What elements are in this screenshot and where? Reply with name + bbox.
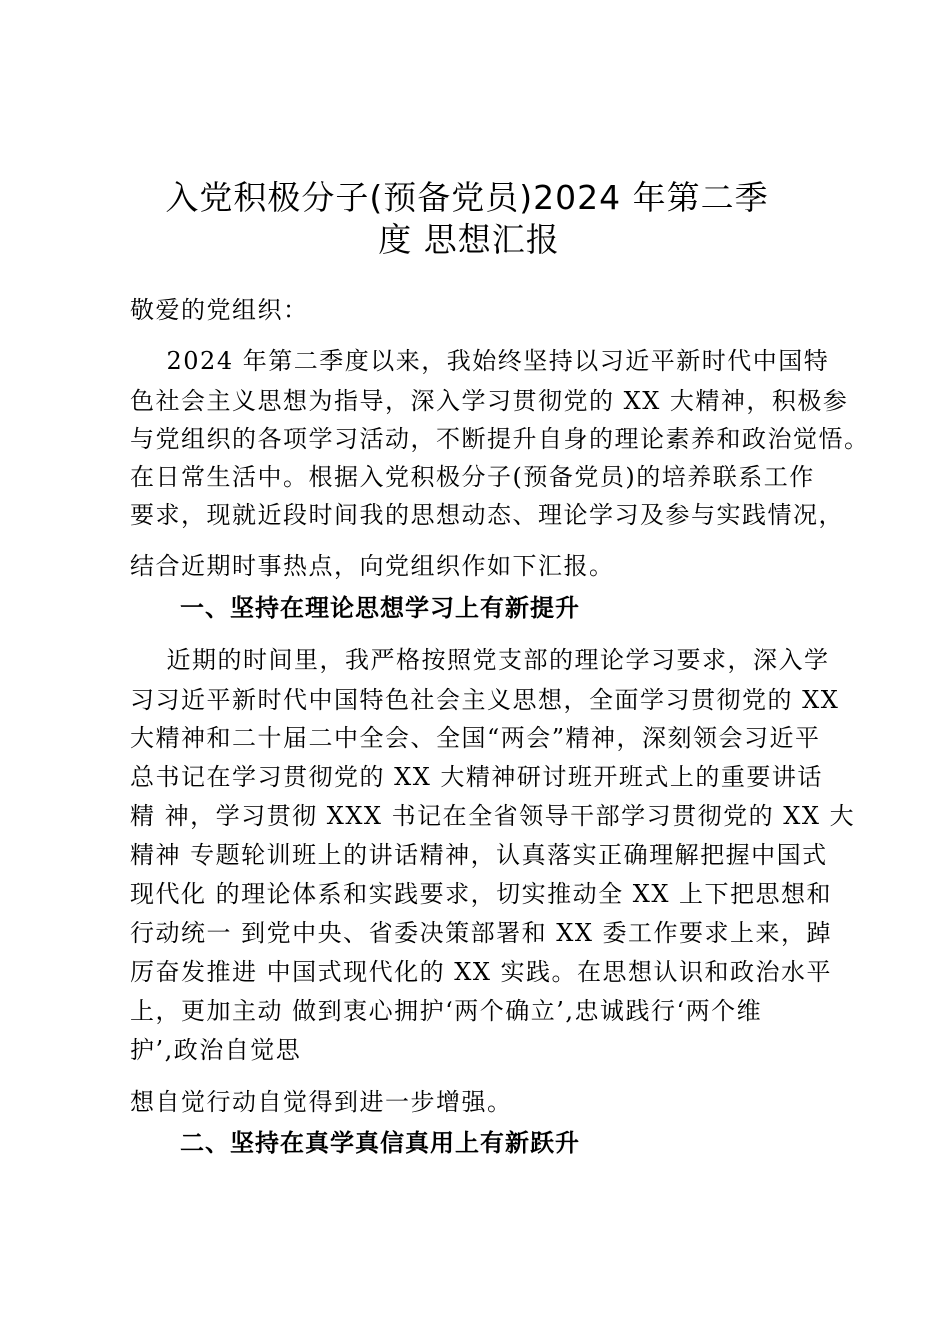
section1-line: 现代化 的理论体系和实践要求，切实推动全 XX 上下把思想和 [130, 880, 833, 908]
section1-line: 习习近平新时代中国特色社会主义思想，全面学习贯彻党的 XX [130, 686, 840, 714]
intro-line: 结合近期时事热点，向党组织作如下汇报。 [130, 552, 615, 580]
section1-line: 护’,政治自觉思 [130, 1036, 302, 1064]
section1-line: 想自觉行动自觉得到进一步增强。 [130, 1088, 513, 1116]
intro-line: 在日常生活中。根据入党积极分子(预备党员)的培养联系工作 [130, 463, 815, 491]
section1-line: 上，更加主动 做到衷心拥护‘两个确立’,忠诚践行‘两个维 [130, 997, 763, 1025]
salutation: 敬爱的党组织： [130, 296, 309, 324]
section-heading-1: 一、坚持在理论思想学习上有新提升 [180, 594, 580, 622]
section1-line: 大精神和二十届二中全会、全国“两会”精神，深刻领会习近平 [130, 724, 821, 752]
section1-line: 近期的时间里，我严格按照党支部的理论学习要求，深入学 [130, 646, 830, 674]
document-title-line-1: 入党积极分子(预备党员)2024 年第二季 [165, 178, 769, 217]
section1-line: 精神 专题轮训班上的讲话精神，认真落实正确理解把握中国式 [130, 841, 828, 869]
intro-line: 与党组织的各项学习活动，不断提升自身的理论素养和政治觉悟。 [130, 425, 870, 453]
section-heading-2: 二、坚持在真学真信真用上有新跃升 [180, 1129, 580, 1157]
document-title-line-2: 度 思想汇报 [378, 220, 560, 259]
section1-line: 总书记在学习贯彻党的 XX 大精神研讨班开班式上的重要讲话 [130, 763, 823, 791]
intro-line: 要求，现就近段时间我的思想动态、理论学习及参与实践情况， [130, 501, 844, 529]
intro-line: 色社会主义思想为指导，深入学习贯彻党的 XX 大精神，积极参 [130, 387, 849, 415]
section1-line: 行动统一 到党中央、省委决策部署和 XX 委工作要求上来，踔 [130, 919, 833, 947]
intro-line: 2024 年第二季度以来，我始终坚持以习近平新时代中国特 [130, 347, 830, 375]
section1-line: 精 神，学习贯彻 XXX 书记在全省领导干部学习贯彻党的 XX 大 [130, 802, 856, 830]
section1-line: 厉奋发推进 中国式现代化的 XX 实践。在思想认识和政治水平 [130, 958, 833, 986]
